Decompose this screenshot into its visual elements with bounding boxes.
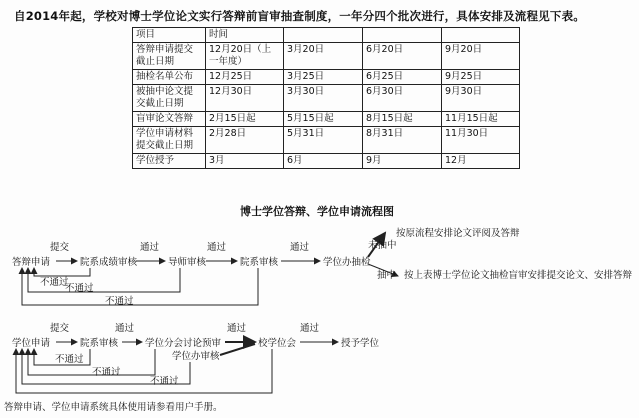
row-date: 9月30日 xyxy=(442,85,520,112)
row-date: 2月28日 xyxy=(206,127,284,154)
row-item: 答辩申请提交截止日期 xyxy=(133,43,206,70)
row-item: 盲审论文答辩 xyxy=(133,112,206,127)
node-office-spot-check: 学位办抽检 xyxy=(323,257,371,268)
row-date: 9月 xyxy=(363,154,442,169)
row-date: 3月20日 xyxy=(284,43,363,70)
label-selected: 抽中 xyxy=(377,270,397,281)
node-office-review: 学位办审核 xyxy=(172,351,220,362)
node-dept-review: 院系审核 xyxy=(80,338,119,349)
result-not-selected: 按原流程安排论文评阅及答辩 xyxy=(396,228,520,239)
row-date: 11月30日 xyxy=(442,127,520,154)
node-degree-application: 学位申请 xyxy=(12,338,51,349)
row-date: 3月30日 xyxy=(284,85,363,112)
node-advisor-review: 导师审核 xyxy=(168,257,207,268)
row-date: 9月20日 xyxy=(442,43,520,70)
row-item: 学位申请材料提交截止日期 xyxy=(133,127,206,154)
flowchart-title: 博士学位答辩、学位申请流程图 xyxy=(240,205,394,218)
row-date: 5月31日 xyxy=(284,127,363,154)
node-dept-review: 院系审核 xyxy=(240,257,279,268)
label-pass: 通过 xyxy=(227,323,247,334)
label-pass: 通过 xyxy=(207,242,227,253)
label-pass: 通过 xyxy=(115,323,135,334)
row-date: 5月15日起 xyxy=(284,112,363,127)
node-dept-grade-review: 院系成绩审核 xyxy=(80,257,138,268)
label-pass: 通过 xyxy=(300,323,320,334)
row-date: 2月15日起 xyxy=(206,112,284,127)
node-subcommittee-prereview: 学位分会讨论预审 xyxy=(145,338,222,349)
row-date: 3月 xyxy=(206,154,284,169)
label-fail: 不通过 xyxy=(92,367,121,378)
footnote: 答辩申请、学位申请系统具体使用请参看用户手册。 xyxy=(4,402,223,413)
row-date: 6月20日 xyxy=(363,43,442,70)
node-degree-award: 授予学位 xyxy=(341,338,380,349)
node-university-committee: 校学位会 xyxy=(258,338,297,349)
row-date: 12月30日 xyxy=(206,85,284,112)
row-item: 被抽中论文提交截止日期 xyxy=(133,85,206,112)
label-pass: 通过 xyxy=(290,242,310,253)
row-item: 抽检名单公布 xyxy=(133,70,206,85)
row-item: 学位授予 xyxy=(133,154,206,169)
label-submit: 提交 xyxy=(50,323,70,334)
label-fail: 不通过 xyxy=(105,296,134,307)
row-date: 9月25日 xyxy=(442,70,520,85)
row-date: 3月25日 xyxy=(284,70,363,85)
label-fail: 不通过 xyxy=(40,277,69,288)
row-date: 12月20日（上一年度） xyxy=(206,43,284,70)
arrow-fail-return xyxy=(34,268,90,276)
node-defense-application: 答辩申请 xyxy=(12,257,51,268)
row-date: 8月15日起 xyxy=(363,112,442,127)
result-selected: 按上表博士学位论文抽检盲审安排提交论文、安排答辩 xyxy=(404,270,633,281)
row-date: 12月25日 xyxy=(206,70,284,85)
row-date: 6月 xyxy=(284,154,363,169)
label-pass: 通过 xyxy=(140,242,160,253)
label-fail: 不通过 xyxy=(150,376,179,387)
row-date: 6月25日 xyxy=(363,70,442,85)
intro-text: 自2014年起，学校对博士学位论文实行答辩前盲审抽查制度，一年分四个批次进行，具体安排及流程见下表。 xyxy=(14,9,586,23)
header-time: 时间 xyxy=(206,28,284,43)
row-date: 6月30日 xyxy=(363,85,442,112)
row-date: 12月 xyxy=(442,154,520,169)
label-fail: 不通过 xyxy=(55,354,84,365)
label-not-selected: 未抽中 xyxy=(368,240,397,251)
label-fail: 不通过 xyxy=(65,283,94,294)
label-submit: 提交 xyxy=(50,242,70,253)
row-date: 8月31日 xyxy=(363,127,442,154)
arrow-pass xyxy=(220,344,255,355)
header-item: 项目 xyxy=(133,28,206,43)
row-date: 11月15日起 xyxy=(442,112,520,127)
